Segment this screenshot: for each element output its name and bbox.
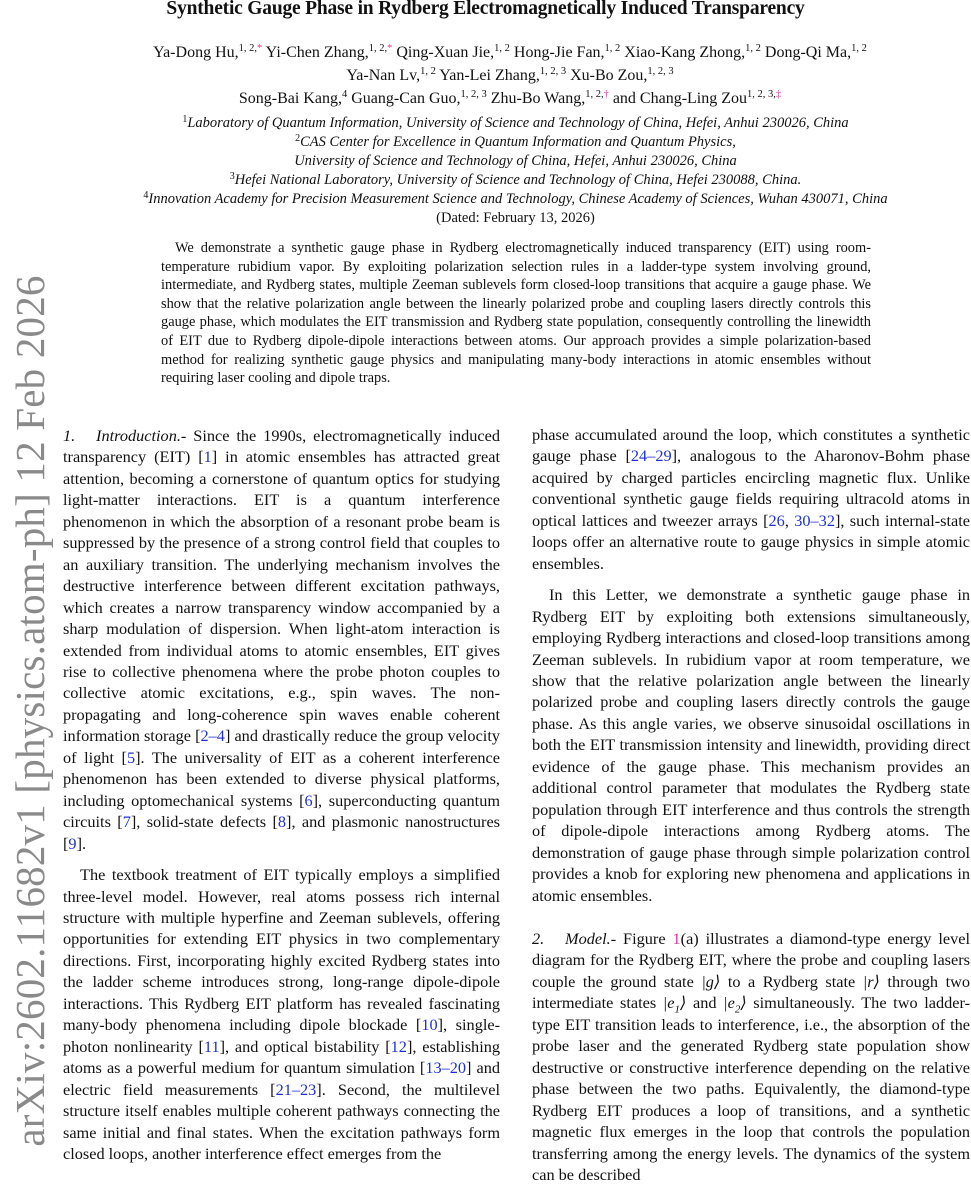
citation-link[interactable]: 2–4 [200,726,225,746]
figure-link[interactable]: 1 [672,928,681,948]
intro-paragraph-1: 1. Introduction.- Since the 1990s, electromagnetically induced transparency (EIT) [1] in atomic ensembles has attracted great attention, becoming a cornerstone of quantum optics for studying light-matter interactions. EIT is a quantum interference phenomenon in which the absorption of a resonant probe beam is suppressed by the presence of a strong control field that couples to an auxiliary transition. The underlying mechanism involves the destructive interference between different excitation pathways, which creates a narrow transparency window accompanied by a sharp modulation of dispersion. When light-atom interaction is extended from individual atoms to atomic ensembles, EIT gives rise to collective phenomena where the probe photon couples to collective atomic excitations, e.g., spin waves. The non-propagating and long-coherence spin waves enable coherent information storage [2–4] and drastically reduce the group velocity of light [5]. The universality of EIT as a coherent interference phenomenon has been extended to diverse physical platforms, including optomechanical systems [6], superconducting quantum circuits [7], solid-state defects [8], and plasmonic nanostructures [9]. [63,426,501,853]
dated-line: (Dated: February 13, 2026) [436,210,595,226]
left-column [63,425,500,1164]
citation-link[interactable]: 7 [122,812,131,832]
author: Ya-Dong Hu,$^{1, 2,*}$ [153,43,263,61]
citation-link[interactable]: 11 [203,1036,220,1056]
citation-link[interactable]: 9 [68,833,77,853]
intro-paragraph-2: The textbook treatment of EIT typically employs a simplified three-level model. However, real atoms possess rich internal structure with multiple hyperfine and Zeeman sublevels, offering opportunities for extending EIT physics in two complementary directions. First, incorporating highly excited Rydberg states into the ladder scheme introduces strong, long-range dipole-dipole interactions. This Rydberg EIT platform has revealed fascinating many-body phenomena including dipole blockade [10], single-photon nonlinearity [11], and optical bistability [12], establishing atoms as a powerful medium for quantum simulation [13–20] and electric field measurements [21–23]. Second, the multilevel structure itself enables multiple coherent pathways connecting the same initial and final states. When the excitation pathways form closed loops, another interference effect emerges from the [63,865,501,1163]
author: Yan-Lei Zhang,$^{1, 2, 3}$ [439,66,567,84]
citation-link[interactable]: 12 [390,1036,407,1056]
citation-link[interactable]: 1 [203,447,212,467]
ket-ground-state: |g⟩ [701,971,721,991]
equal-contribution-mark[interactable]: * [387,43,393,54]
ket-rydberg-state: |r⟩ [862,971,880,991]
citation-link[interactable]: 24–29 [630,446,672,466]
author: Zhu-Bo Wang,$^{1, 2,\dagger}$ [490,89,609,107]
intro-paragraph-4: In this Letter, we demonstrate a synthetic gauge phase in Rydberg EIT by exploiting both extensions simultaneously, employing Rydberg interactions and closed-loop transitions among Zeeman sublevels. In rubidium vapor at room temperature, we show that the relative polarization angle between the linearly polarized probe and coupling lasers directly controls the gauge phase. As this angle varies, we observe sinusoidal oscillations in both the EIT transmission intensity and linewidth, providing direct evidence of the gauge phase. This mechanism provides an additional control parameter that modulates the Rydberg state population through EIT interference and thus controls the strength of dipole-dipole interactions among Rydberg atoms. The demonstration of gauge phase through simple polarization control provides a knob for exploring new phenomena and applications in atomic ensembles. [532,585,970,905]
corresponding-author-mark[interactable]: ‡ [775,89,782,100]
author: Guang-Can Guo,$^{1, 2, 3}$ [351,89,487,107]
citation-link[interactable]: 26 [768,510,785,530]
author: Qing-Xuan Jie,$^{1, 2}$ [396,43,510,61]
author: Xu-Bo Zou,$^{1, 2, 3}$ [570,66,674,84]
intro-paragraph-3: phase accumulated around the loop, which constitutes a synthetic gauge phase [24–29], analogous to the Aharonov-Bohm phase acquired by charged particles encircling magnetic flux. Unlike conventional synthetic gauge fields requiring ultracold atoms in optical lattices and tweezer arrays [26, 30–32], such internal-state loops offer an alternative route to gauge physics in simple atomic ensembles. [532,425,971,573]
affiliations [60,114,971,228]
right-column [532,424,970,1185]
section-heading: Introduction. [96,426,181,445]
affiliation: $^3$Hefei National Laboratory, University of Science and Technology of China, Hefei 230088, China. [229,171,802,188]
ket-intermediate-state-2: $|e_2⟩$ [723,993,747,1016]
arxiv-stamp-text: arXiv:2602.11682v1 [physics.atom-ph] 12 Feb 2026 [7,275,53,1147]
equal-contribution-mark[interactable]: * [257,43,263,54]
author: Yi-Chen Zhang,$^{1, 2,*}$ [265,43,393,61]
corresponding-author-mark[interactable]: † [603,89,609,100]
affiliation: $^2$CAS Center for Excellence in Quantum Information and Quantum Physics, [295,133,736,150]
citation-link[interactable]: 21–23 [275,1079,317,1099]
author: and Chang-Ling Zou$^{1, 2, 3,\ddagger}$ [612,89,782,107]
abstract: We demonstrate a synthetic gauge phase in Rydberg electromagnetically induced transparency (EIT) using room-temperature rubidium vapor. By exploiting polarization selection rules in a ladder-type system involving ground, intermediate, and Rydberg states, multiple Zeeman sublevels form closed-loop transitions that acquire a gauge phase. We show that the relative polarization angle between the linearly polarized probe and coupling lasers directly controls this gauge phase, which modulates the EIT transmission and Rydberg state population, consequently controlling the linewidth of EIT due to Rydberg dipole-dipole interactions between atoms. Our approach provides a simple polarization-based method for realizing synthetic gauge physics and manipulating many-body interactions in atomic ensembles without requiring laser cooling and dipole traps. [161,240,871,387]
citation-link[interactable]: 5 [126,747,136,767]
section-heading: Model. [565,928,611,948]
paper-title: Synthetic Gauge Phase in Rydberg Electromagnetically Induced Transparency [166,0,805,19]
author: Song-Bai Kang,$^4$ [238,89,348,107]
ket-intermediate-state-1: $|e_1⟩$ [662,993,687,1016]
citation-link[interactable]: 10 [421,1015,438,1035]
citation-link[interactable]: 30–32 [794,510,835,530]
affiliation: $^4$Innovation Academy for Precision Measurement Science and Technology, Chinese Academy of Sciences, Wuhan 430071, China [143,190,888,207]
model-paragraph-1: 2. Model.- Figure 1(a) illustrates a diamond-type energy level diagram for the Rydberg EIT, where the probe and coupling lasers couple the ground state |g⟩ to a Rydberg state |r⟩ through two intermediate states $|e_1⟩$ and $|e_2⟩$ simultaneously. The two ladder-type EIT transition leads to interference, i.e., the absorption of the probe laser and the generated Rydberg state population show destructive or constructive interference depending on the relative phase between the two paths. Equivalently, the diamond-type Rydberg EIT produces a loop of transitions, and a synthetic magnetic flux emerges in the loop that controls the population transferring among the energy levels. The dynamics of the system can be described [532,928,971,1184]
section-number: 2. [532,928,545,948]
affiliation: University of Science and Technology of China, Hefei, Anhui 230026, China [294,153,737,169]
author-list [150,41,870,110]
author: Ya-Nan Lv,$^{1, 2}$ [346,66,436,84]
arxiv-identifier-stamp [0,222,60,1200]
affiliation: $^1$Laboratory of Quantum Information, University of Science and Technology of China, Hefei, Anhui 230026, China [182,114,849,131]
citation-link[interactable]: 13–20 [425,1058,467,1078]
author: Xiao-Kang Zhong,$^{1, 2}$ [624,43,761,61]
author: Hong-Jie Fan,$^{1, 2}$ [513,43,621,61]
author: Dong-Qi Ma,$^{1, 2}$ [764,43,867,61]
citation-link[interactable]: 6 [304,790,313,810]
section-number: 1. [63,426,76,445]
citation-link[interactable]: 8 [277,812,287,832]
